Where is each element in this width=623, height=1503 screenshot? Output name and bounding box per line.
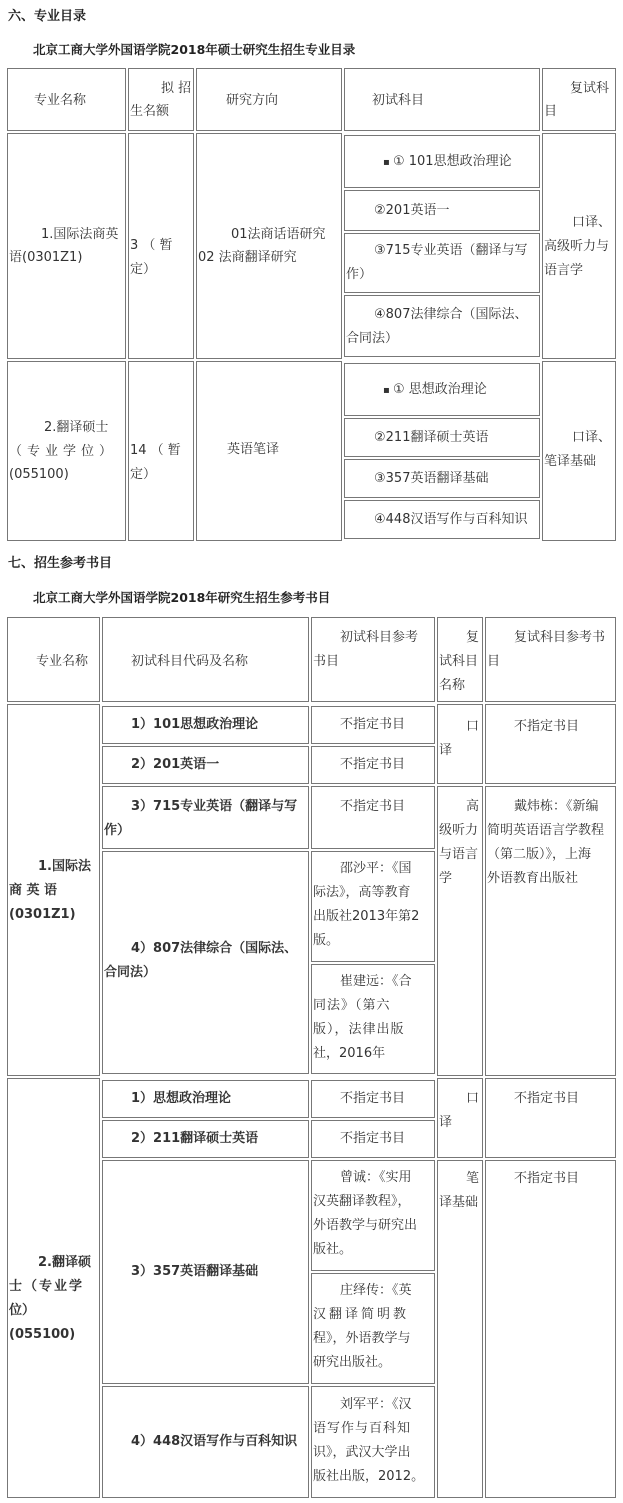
g1-major-line1: 1.国际法 bbox=[38, 859, 91, 874]
g1-ref5-line1: 崔建远：《合 bbox=[340, 974, 412, 989]
h7-retest-ref-cell bbox=[485, 617, 616, 702]
row2-retest-cell bbox=[542, 361, 616, 541]
header-major-cell bbox=[7, 68, 126, 131]
g2-subject4-cell bbox=[102, 1386, 309, 1498]
g2-ref3a-line1: 曾诚：《实用 bbox=[340, 1170, 412, 1185]
row1-exam3-line1: ③715专业英语（翻译与写 bbox=[374, 243, 528, 258]
section6-heading: 六、专业目录 bbox=[8, 9, 87, 24]
row1-retest-line1: 口译、 bbox=[572, 215, 612, 230]
h7-major: 专业名称 bbox=[36, 654, 89, 669]
row2-quota-line2: 定） bbox=[130, 467, 157, 482]
row2-exam1-text: ① 思想政治理论 bbox=[392, 382, 487, 397]
g2-subject3-cell bbox=[102, 1160, 309, 1384]
g1-subject3-cell bbox=[102, 786, 309, 849]
row1-quota-cell bbox=[128, 133, 194, 359]
g1-retest-a-line1: 口 bbox=[466, 719, 480, 734]
row1-major-line2: 语(0301Z1) bbox=[9, 250, 83, 265]
g2-retest-b-cell bbox=[437, 1160, 483, 1498]
g2-major-cell bbox=[7, 1078, 100, 1498]
header-quota-line1: 拟 招 bbox=[161, 81, 192, 96]
header-major: 专业名称 bbox=[34, 93, 87, 108]
row1-exam3-line2: 作） bbox=[346, 267, 373, 282]
section7-heading: 七、招生参考书目 bbox=[8, 556, 113, 571]
g1-retest-b-line3: 与语言 bbox=[439, 847, 479, 862]
row2-exam1-line1: ▪ ① 思想政治理论 bbox=[383, 382, 487, 397]
g2-retest-b-line2: 译基础 bbox=[439, 1195, 479, 1210]
row2-direction-line1: 英语笔译 bbox=[227, 442, 280, 457]
row2-major-cell bbox=[7, 361, 126, 541]
row1-exam3-cell bbox=[344, 233, 540, 293]
g2-retest-a-line2: 译 bbox=[439, 1115, 453, 1130]
row1-quota-line1: 3 （ 暂 bbox=[130, 238, 173, 253]
row2-major-line1: 2.翻译硕士 bbox=[44, 420, 109, 435]
row1-exam1-line1: ▪ ① 101思想政治理论 bbox=[383, 154, 512, 169]
g2-ref4-line1: 刘军平：《汉 bbox=[340, 1397, 412, 1412]
g1-ref1-cell bbox=[311, 706, 435, 744]
g2-major-line3: 位）(055100) bbox=[9, 1303, 76, 1342]
row1-exam4-cell bbox=[344, 295, 540, 357]
g2-subject2-cell bbox=[102, 1120, 309, 1158]
g1-ref2-cell bbox=[311, 746, 435, 784]
row1-exam4-line1: ④807法律综合（国际法、 bbox=[374, 307, 528, 322]
g2-subject2: 2）211翻译硕士英语 bbox=[131, 1131, 259, 1146]
g1-retest-a-cell bbox=[437, 704, 483, 784]
row1-exam1-text: ① 101思想政治理论 bbox=[392, 154, 512, 169]
row2-exam2-cell bbox=[344, 418, 540, 457]
row2-quota-line1: 14 （ 暂 bbox=[130, 443, 181, 458]
row1-direction-line1: 01法商话语研究 bbox=[231, 227, 326, 242]
header-quota-line2: 生名额 bbox=[130, 104, 170, 119]
g1-retest-ref-b-line4: 外语教育出版社 bbox=[487, 871, 579, 886]
h7-retest-ref-line2: 目 bbox=[487, 654, 501, 669]
row2-exam4-cell bbox=[344, 500, 540, 539]
g1-retest-ref-b-line3: （第二版）》，上海 bbox=[487, 847, 592, 862]
g1-major-line2: 商 英 语 bbox=[9, 883, 58, 898]
g2-retest-ref-a-cell bbox=[485, 1078, 616, 1158]
g2-ref3b-line2: 汉翻译简明教 bbox=[313, 1307, 410, 1322]
g2-ref3a-cell bbox=[311, 1160, 435, 1271]
g1-subject2-cell bbox=[102, 746, 309, 784]
g2-ref3a-line2: 汉英翻译教程》， bbox=[313, 1194, 411, 1209]
g1-subject4-line2: 合同法） bbox=[104, 965, 157, 980]
g2-retest-a-cell bbox=[437, 1078, 483, 1158]
g2-ref3a-line3: 外语教学与研究出 bbox=[313, 1218, 418, 1233]
g2-ref3b-cell bbox=[311, 1273, 435, 1384]
h7-retest-name-cell bbox=[437, 617, 483, 702]
row1-exam4-line2: 合同法） bbox=[346, 331, 399, 346]
g1-major-line3: (0301Z1) bbox=[9, 907, 76, 922]
g2-ref4-line4: 版社出版，2012。 bbox=[313, 1469, 425, 1484]
g2-retest-ref-b: 不指定书目 bbox=[514, 1171, 580, 1186]
g2-ref1-cell bbox=[311, 1080, 435, 1118]
g1-ref3: 不指定书目 bbox=[340, 799, 406, 814]
g1-retest-ref-b-line2: 简明英语语言学教程 bbox=[487, 823, 605, 838]
row2-exam3-line1: ③357英语翻译基础 bbox=[374, 471, 489, 486]
g2-retest-a-line1: 口 bbox=[466, 1091, 480, 1106]
g1-subject1: 1）101思想政治理论 bbox=[131, 717, 259, 732]
g1-ref4-line2: 际法》，高等教育 bbox=[313, 885, 411, 900]
g2-retest-ref-a: 不指定书目 bbox=[514, 1091, 580, 1106]
g1-ref5-line2: 同法》（第六 bbox=[313, 998, 391, 1013]
g1-retest-ref-b-cell bbox=[485, 786, 616, 1076]
header-exam: 初试科目 bbox=[372, 93, 425, 108]
g2-ref3b-line4: 研究出版社。 bbox=[313, 1355, 392, 1370]
row1-exam2-cell bbox=[344, 190, 540, 231]
row2-exam2-line1: ②211翻译硕士英语 bbox=[374, 430, 489, 445]
row2-exam3-cell bbox=[344, 459, 540, 498]
g2-ref3b-line1: 庄绎传：《英 bbox=[340, 1283, 412, 1298]
row1-retest-cell bbox=[542, 133, 616, 359]
row2-exam4-line1: ④448汉语写作与百科知识 bbox=[374, 512, 528, 527]
g1-retest-b-line4: 学 bbox=[439, 871, 453, 886]
g1-ref5-line4: 社，2016年 bbox=[313, 1046, 386, 1061]
row2-major-line2: （专业学位） bbox=[9, 444, 118, 459]
g1-subject2: 2）201英语一 bbox=[131, 757, 220, 772]
g2-subject1-cell bbox=[102, 1080, 309, 1118]
h7-ref-cell bbox=[311, 617, 435, 702]
h7-retest-name-line1: 复 bbox=[466, 630, 480, 645]
g2-ref3b-line3: 程》，外语教学与 bbox=[313, 1331, 411, 1346]
g2-retest-b-line1: 笔 bbox=[466, 1171, 480, 1186]
g1-ref5-cell bbox=[311, 964, 435, 1074]
g1-subject3-line2: 作） bbox=[104, 823, 131, 838]
g1-ref4-cell bbox=[311, 851, 435, 962]
g1-subject1-cell bbox=[102, 706, 309, 744]
row2-quota-cell bbox=[128, 361, 194, 541]
g1-subject3-line1: 3）715专业英语（翻译与写 bbox=[131, 799, 298, 814]
h7-major-cell bbox=[7, 617, 100, 702]
g2-retest-ref-b-cell bbox=[485, 1160, 616, 1498]
g1-ref2: 不指定书目 bbox=[340, 757, 406, 772]
g2-major-line1: 2.翻译硕 bbox=[38, 1255, 91, 1270]
header-direction-cell bbox=[196, 68, 342, 131]
g1-ref4-line4: 版。 bbox=[313, 933, 340, 948]
h7-retest-name-line2: 试科目 bbox=[439, 654, 479, 669]
g2-ref2-cell bbox=[311, 1120, 435, 1158]
h7-code: 初试科目代码及名称 bbox=[131, 654, 249, 669]
row2-major-line3: (055100) bbox=[9, 467, 69, 482]
h7-retest-name-line3: 名称 bbox=[439, 678, 466, 693]
row2-retest-line2: 笔译基础 bbox=[544, 454, 597, 469]
g2-major-line2: 士（专业学 bbox=[9, 1279, 85, 1294]
row2-direction-cell bbox=[196, 361, 342, 541]
h7-ref-line2: 书目 bbox=[313, 654, 340, 669]
g1-retest-b-line2: 级听力 bbox=[439, 823, 479, 838]
h7-retest-ref-line1: 复试科目参考书 bbox=[514, 630, 606, 645]
header-quota-cell bbox=[128, 68, 194, 131]
g2-subject3: 3）357英语翻译基础 bbox=[131, 1264, 259, 1279]
h7-ref-line1: 初试科目参考 bbox=[340, 630, 419, 645]
g2-ref4-cell bbox=[311, 1386, 435, 1498]
g1-retest-ref-a: 不指定书目 bbox=[514, 719, 580, 734]
g2-ref4-line2: 语写作与百科知 bbox=[313, 1421, 412, 1436]
g1-ref4-line1: 邵沙平：《国 bbox=[340, 861, 412, 876]
h7-code-cell bbox=[102, 617, 309, 702]
row1-exam1-cell bbox=[344, 135, 540, 188]
row2-retest-line1: 口译、 bbox=[572, 430, 612, 445]
g1-retest-b-line1: 高 bbox=[466, 799, 480, 814]
g1-subject4-cell bbox=[102, 851, 309, 1074]
g1-ref5-line3: 版），法律出版 bbox=[313, 1022, 405, 1037]
row1-retest-line3: 语言学 bbox=[544, 263, 584, 278]
g1-subject4-line1: 4）807法律综合（国际法、 bbox=[131, 941, 298, 956]
header-retest-line1: 复试科 bbox=[570, 81, 610, 96]
g1-retest-a-line2: 译 bbox=[439, 743, 453, 758]
section6-subtitle: 北京工商大学外国语学院2018年硕士研究生招生专业目录 bbox=[33, 42, 356, 57]
row1-direction-cell bbox=[196, 133, 342, 359]
row1-direction-line2: 02 法商翻译研究 bbox=[198, 250, 297, 265]
g1-retest-b-cell bbox=[437, 786, 483, 1076]
g1-retest-ref-b-line1: 戴炜栋：《新编 bbox=[514, 799, 599, 814]
row1-major-cell bbox=[7, 133, 126, 359]
section7-subtitle: 北京工商大学外国语学院2018年研究生招生参考书目 bbox=[33, 590, 331, 605]
g1-ref3-cell bbox=[311, 786, 435, 849]
g1-ref1: 不指定书目 bbox=[340, 717, 406, 732]
g1-major-cell bbox=[7, 704, 100, 1076]
g1-retest-ref-a-cell bbox=[485, 704, 616, 784]
header-exam-cell bbox=[344, 68, 540, 131]
header-direction: 研究方向 bbox=[226, 93, 279, 108]
row1-retest-line2: 高级听力与 bbox=[544, 239, 610, 254]
g2-ref3a-line4: 版社。 bbox=[313, 1242, 353, 1257]
row1-exam2-line1: ②201英语一 bbox=[374, 203, 450, 218]
g2-ref4-line3: 识》，武汉大学出 bbox=[313, 1445, 411, 1460]
header-retest-cell bbox=[542, 68, 616, 131]
row1-quota-line2: 定） bbox=[130, 262, 157, 277]
g2-ref2: 不指定书目 bbox=[340, 1131, 406, 1146]
g2-subject4: 4）448汉语写作与百科知识 bbox=[131, 1434, 298, 1449]
g2-ref1: 不指定书目 bbox=[340, 1091, 406, 1106]
header-retest-line2: 目 bbox=[544, 104, 558, 119]
g2-subject1: 1）思想政治理论 bbox=[131, 1091, 232, 1106]
g1-ref4-line3: 出版社2013年第2 bbox=[313, 909, 420, 924]
row2-exam1-cell bbox=[344, 363, 540, 416]
row1-major-line1: 1.国际法商英 bbox=[41, 227, 119, 242]
